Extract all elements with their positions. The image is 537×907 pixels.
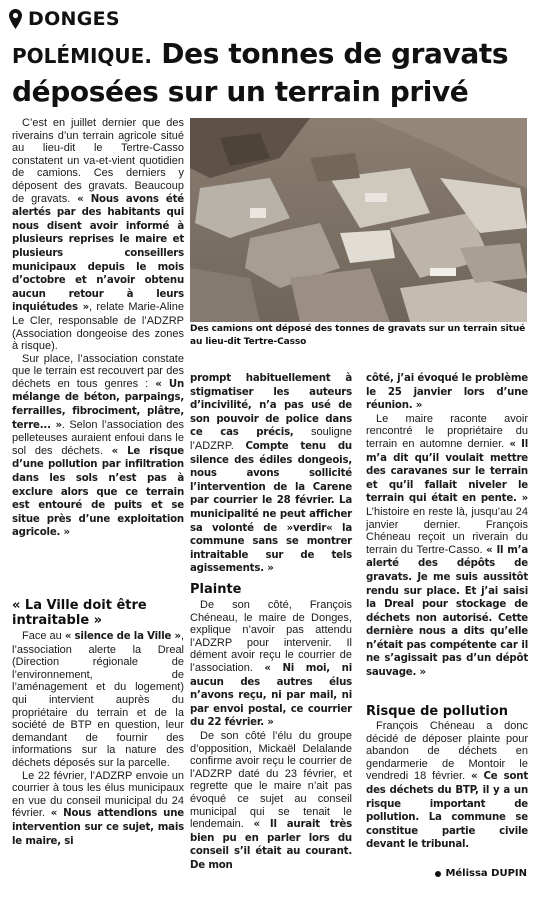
section-kicker [9,6,120,32]
column-2 [190,372,352,576]
col1-paragraph-4: Le 22 février, l’ADZRP envoie un courrier à tous les élus municipaux en vue du conseil municipal du 24 février. « Nous attendions une intervention sur ce sujet, mais le maire, si [12,769,184,847]
col3-paragraph-2: Le maire raconte avoir rencontré le propriétaire du terrain en automne dernier. « Il m’a dit qu’il voulait mettre des caravanes sur le terrain et qu’il fallait niveler le terrain qui était en pente. » L’histoire en reste là, jusqu’au 24 janvier dernier. François Chéneau reçoit un riverain du terrain du Tertre-Casso. « Il m’a alerté des dépôts de gravats. Je me suis aussitôt rendu sur place. Et j’ai saisi la Dreal pour stockage de déchets non autorisé. Cette dernière nous a dits qu’elle n’était pas compétente car il ne s’agissait pas d’un dépôt sauvage. » [366,412,529,679]
headline-line-2: déposées sur un terrain privé [12,75,469,108]
kicker-text: DONGES [28,8,120,30]
col2-paragraph-1: prompt habituellement à stigmatiser les auteurs d’incivilité, n’a pas usé de son pouvoir de police dans ce cas précis, souligne l’ADZRP. Compte tenu du silence des édiles dongeois, nous avons sollicité l’intervention de la Carene par courrier le 28 février. La municipalité ne peut afficher sa volonté de »verdir« la commune sans se montrer intraitable sur de tels agissements. » [190,373,352,575]
photo-caption: Des camions ont déposé des tonnes de gravats sur un terrain situé au lieu-dit Tertre-Casso [190,324,526,347]
col1-paragraph-3: Face au « silence de la Ville », l’association alerte la Dreal (Direction régionale de l’environnement, de l’aménagement et du logement) qui intervient auprès du propriétaire du terrain et de la société de BTP en question, leur demandant de fournir des informations sur la nature des déchets déposés sur la parcelle. [12,630,184,769]
column-3-bottom [366,720,528,852]
col2-paragraph-2: De son côté, François Chéneau, le maire de Donges, explique n’avoir pas attendu l’ADZRP pour intervenir. Il dément avoir reçu le courrier de l’association. « Ni moi, ni aucun des autres élus n’avons reçu, ni par mail, ni par envoi postal, ce courrier du 22 février. » [190,599,352,729]
rubble-photo [190,118,527,322]
author-name: Mélissa DUPIN [445,868,527,879]
column-1-bottom [12,630,184,848]
col1-paragraph-1: C’est en juillet dernier que des riverains d’un terrain agricole situé au lieu-dit le Tertre-Casso constatent un va-et-vient quotidien de camions. Ces derniers y déposent des gravats. Beaucoup de gravats. « Nous avons été alertés par des habitants qui nous disent avoir informé à plusieurs reprises le maire et plusieurs conseillers municipaux depuis le mois d’octobre et n’avoir obtenu aucun retour à leurs inquiétudes », relate Marie-Aline Le Cler, responsable de l’ADZRP (Association dongeoise des zones à risque). [12,117,184,353]
col3-subhead: Risque de pollution [366,704,509,719]
column-2-bottom [190,599,352,872]
col3-paragraph-3: François Chéneau a donc décidé de déposer plainte pour abandon de déchets en gendarmerie de Montoir le vendredi 18 février. « Ce sont des déchets du BTP, il y a un risque important de pollution. La commune se constitue partie civile devant le tribunal. [366,720,528,851]
headline-tag: POLÉMIQUE. [12,44,152,68]
col1-subhead: « La Ville doit être intraitable » [12,598,147,628]
author-signature [435,868,527,879]
headline-line-1: Des tonnes de gravats [161,37,509,70]
col1-paragraph-2: Sur place, l’association constate que le terrain est recouvert par des déchets en tous genres : « Un mélange de béton, parpaings, ferrailles, fibrociment, plâtre, terre... ». Selon l’association des pelleteuses auraient enfoui dans le sol des déchets. « Le risque d’une pollution par infiltration dans les sols n’est pas à exclure alors que ce terrain est entouré de puits et se situe près d’une exploitation agricole. » [12,352,184,539]
column-1 [12,117,184,540]
col2-subhead: Plainte [190,582,242,597]
column-3 [366,372,528,680]
rubble-photo-icon [190,118,527,322]
headline [12,36,532,109]
location-pin-icon [9,9,22,29]
col3-paragraph-1: côté, j’ai évoqué le problème le 25 janvier lors d’une réunion. » [366,373,528,412]
bullet-icon [435,871,441,877]
col2-paragraph-3: De son côté l’élu du groupe d’opposition, Mickaël Delalande confirme avoir reçu le courrier de l’ADZRP daté du 23 février, et regrette que le maire n’ait pas évoqué ce sujet au conseil municipal qui se tenait le lendemain. « Il aurait très bien pu en parler lors du conseil s’il était au courant. De mon [190,729,352,871]
